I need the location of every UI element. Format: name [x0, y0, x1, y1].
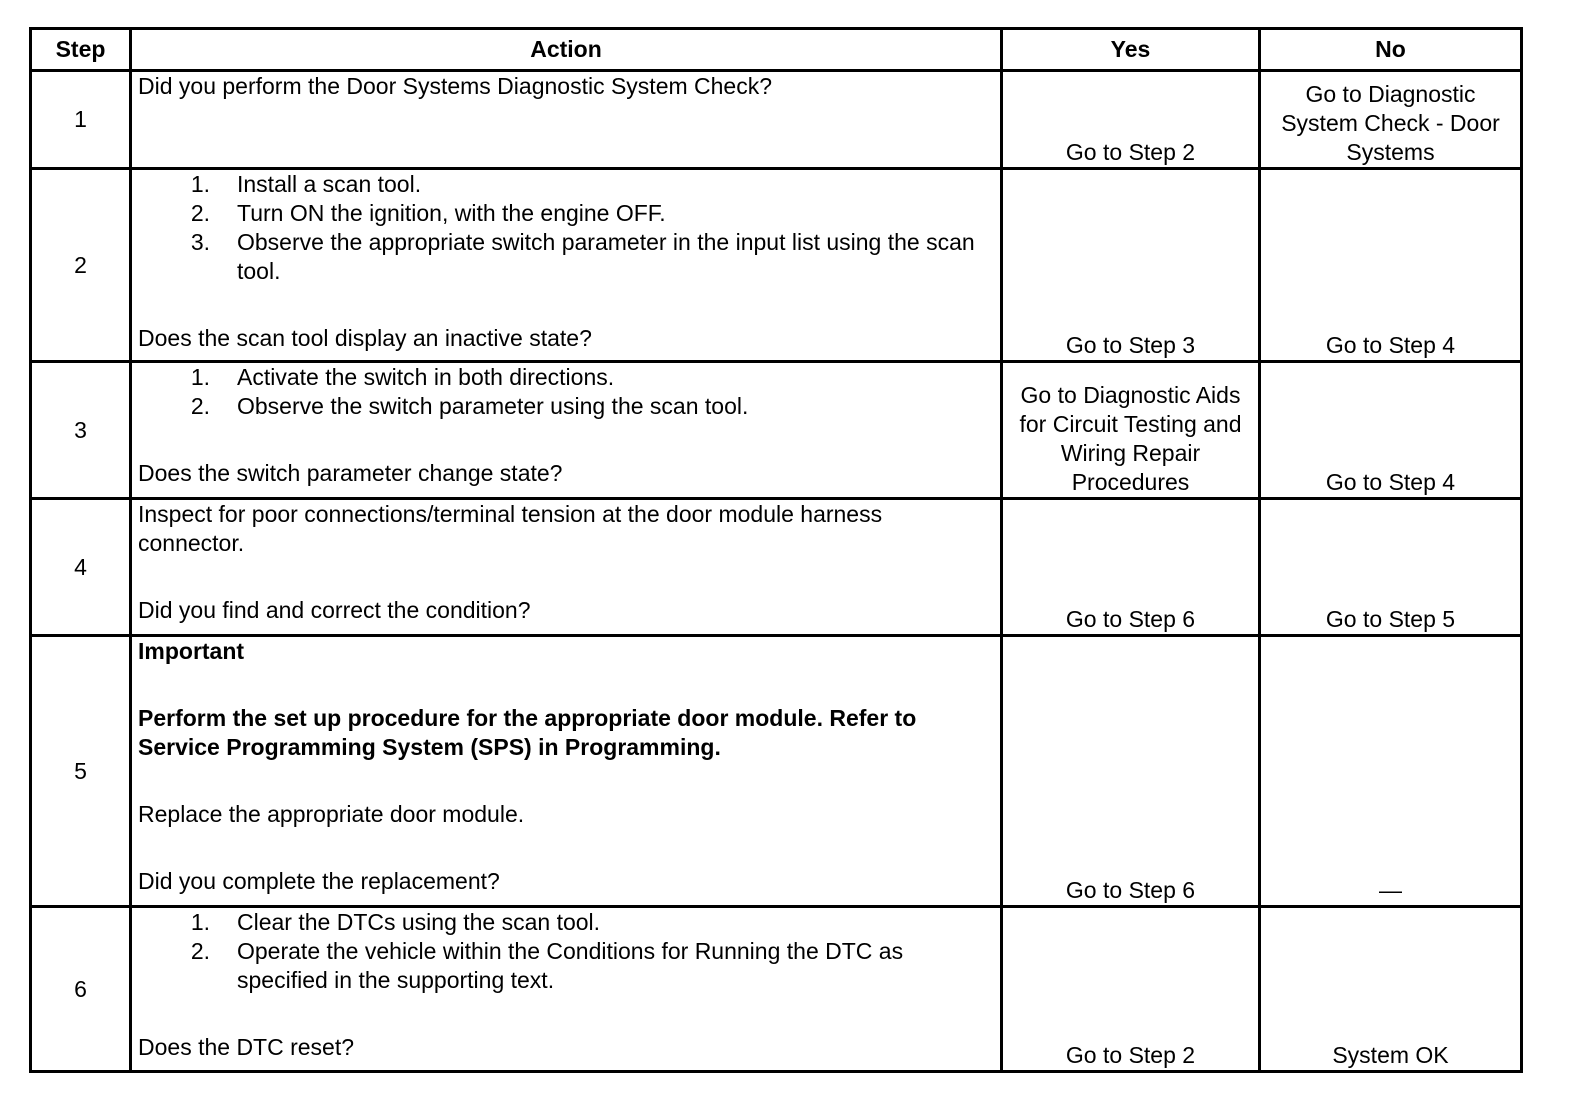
action-cell	[131, 169, 1002, 362]
action-question: Does the DTC reset?	[138, 1034, 355, 1060]
action-text: Replace the appropriate door module.	[138, 801, 525, 827]
action-cell	[131, 636, 1002, 907]
list-item: 1. Activate the switch in both directions.	[190, 364, 615, 390]
no-cell: System OK	[1260, 907, 1522, 1072]
action-question: Does the switch parameter change state?	[138, 460, 563, 486]
step-number: 1	[31, 71, 131, 169]
header-row	[31, 29, 1522, 71]
important-label: Important	[138, 638, 245, 664]
yes-cell: Go to Step 2	[1002, 907, 1260, 1072]
no-cell: Go to Diagnostic System Check - Door Systems	[1260, 71, 1522, 169]
list-item: 2. Operate the vehicle within the Conditions for Running the DTC as specified in the supporting text.	[190, 938, 904, 993]
table-row	[31, 499, 1522, 636]
step-number: 4	[31, 499, 131, 636]
action-question: Did you perform the Door Systems Diagnostic System Check?	[138, 73, 773, 99]
table-row	[31, 362, 1522, 499]
list-item: 1. Clear the DTCs using the scan tool.	[190, 909, 601, 935]
header-no: No	[1260, 29, 1522, 71]
step-number: 5	[31, 636, 131, 907]
table-row	[31, 907, 1522, 1072]
action-question: Did you find and correct the condition?	[138, 597, 531, 623]
action-steps-list	[138, 170, 994, 286]
no-cell: Go to Step 5	[1260, 499, 1522, 636]
diagnostic-table	[29, 27, 1523, 1073]
yes-cell: Go to Diagnostic Aids for Circuit Testing and Wiring Repair Procedures	[1002, 362, 1260, 499]
action-steps-list	[138, 908, 994, 995]
header-yes: Yes	[1002, 29, 1260, 71]
action-steps-list	[138, 363, 994, 421]
table-row	[31, 636, 1522, 907]
no-cell: Go to Step 4	[1260, 169, 1522, 362]
action-cell	[131, 907, 1002, 1072]
table-row	[31, 71, 1522, 169]
action-question: Did you complete the replacement?	[138, 868, 500, 894]
yes-cell: Go to Step 3	[1002, 169, 1260, 362]
header-step: Step	[31, 29, 131, 71]
action-text: Inspect for poor connections/terminal tension at the door module harness connector.	[138, 501, 883, 556]
action-question: Does the scan tool display an inactive state?	[138, 325, 592, 351]
no-cell: Go to Step 4	[1260, 362, 1522, 499]
step-number: 2	[31, 169, 131, 362]
table-row	[31, 169, 1522, 362]
important-text: Perform the set up procedure for the appropriate door module. Refer to Service Programming System (SPS) in Programming.	[138, 705, 917, 760]
yes-cell: Go to Step 2	[1002, 71, 1260, 169]
list-item: 2. Observe the switch parameter using the scan tool.	[190, 393, 749, 419]
no-cell: —	[1260, 636, 1522, 907]
list-item: 3. Observe the appropriate switch parameter in the input list using the scan tool.	[190, 229, 975, 284]
header-action: Action	[131, 29, 1002, 71]
step-number: 6	[31, 907, 131, 1072]
action-cell	[131, 362, 1002, 499]
step-number: 3	[31, 362, 131, 499]
yes-cell: Go to Step 6	[1002, 499, 1260, 636]
action-cell	[131, 499, 1002, 636]
action-cell	[131, 71, 1002, 169]
yes-cell: Go to Step 6	[1002, 636, 1260, 907]
list-item: 2. Turn ON the ignition, with the engine OFF.	[190, 200, 666, 226]
list-item: 1. Install a scan tool.	[190, 171, 422, 197]
